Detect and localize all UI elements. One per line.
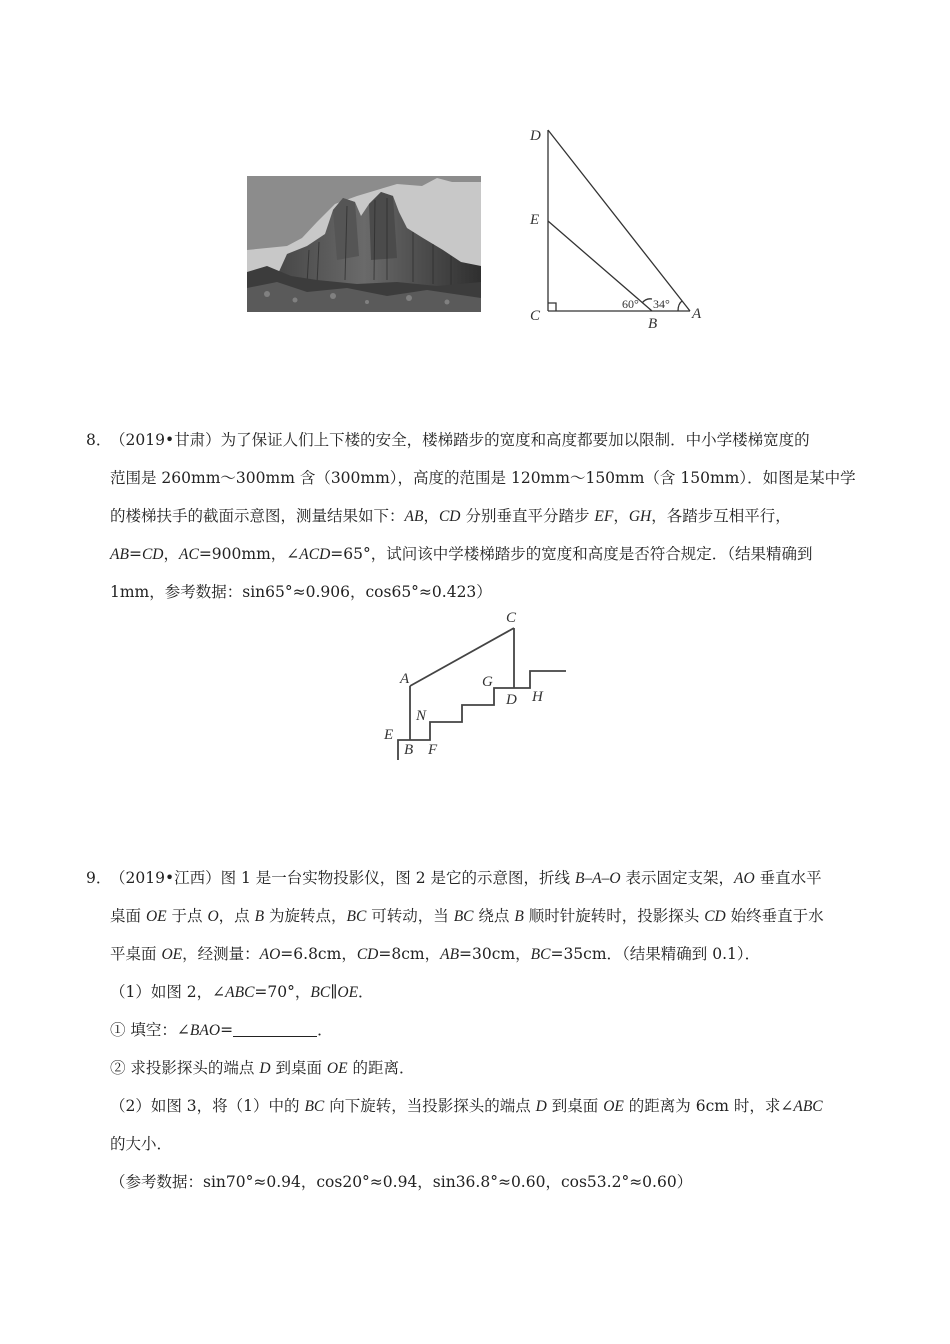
q9-l2-g: 顺时针旋转时，投影探头 <box>523 907 705 925</box>
label-h: H <box>532 689 543 705</box>
q8-line-5: 1mm，参考数据：sin65°≈0.906，cos65°≈0.423） <box>110 583 492 601</box>
q9-ask-b: 到桌面 <box>270 1059 327 1077</box>
staircase-figure <box>378 602 578 768</box>
q9-l1-c: 垂直水平 <box>754 869 822 887</box>
var-acd: ACD <box>299 546 331 563</box>
angle-60-label: 60° <box>622 297 639 311</box>
q9-fill-a: ① 填空：∠ <box>110 1021 190 1039</box>
q9-l1-b: 表示固定支架， <box>620 869 735 887</box>
q8-line-4 <box>110 544 813 565</box>
q9-p2-c: 到桌面 <box>546 1097 604 1115</box>
var-bc-3: BC <box>530 946 551 963</box>
var-b: B <box>254 908 265 925</box>
q9-fill-blank <box>110 1020 333 1041</box>
var-oe: OE <box>145 908 167 925</box>
var-ab: AB <box>404 508 424 525</box>
var-gh: GH <box>628 508 652 525</box>
q9-ask <box>110 1058 415 1079</box>
mountain-photo <box>247 176 481 312</box>
q9-part-2 <box>110 1096 823 1117</box>
q9-l3-a: 平桌面 <box>110 945 162 963</box>
q9-line-1 <box>110 868 822 889</box>
q9-l2-b: 于点 <box>166 907 208 925</box>
q9-l1-a: 图 1 是一台实物投影仪，图 2 是它的示意图，折线 <box>220 869 575 887</box>
q9-ask-c: 的距离． <box>347 1059 415 1077</box>
label-c: C <box>530 308 541 324</box>
q8-line-3 <box>110 506 791 527</box>
label-e: E <box>384 727 394 743</box>
segment-da <box>548 130 690 311</box>
var-bc: BC <box>346 908 367 925</box>
q9-fill-c: ． <box>317 1021 333 1039</box>
var-d: D <box>259 1060 271 1077</box>
var-abc: ABC <box>225 984 255 1001</box>
q8-l4-sep: ， <box>163 545 179 563</box>
q9-l3-b: ，经测量： <box>182 945 260 963</box>
q9-part-2-cont: 的大小． <box>110 1135 173 1153</box>
var-b-2: B <box>514 908 524 925</box>
q9-reference-data: （参考数据：sin70°≈0.94，cos20°≈0.94，sin36.8°≈0.60，cos53.2°≈0.60） <box>110 1173 693 1191</box>
q9-l2-f: 绕点 <box>473 907 515 925</box>
triangle-figure <box>520 118 720 338</box>
label-a: A <box>692 306 702 322</box>
q9-fill-b: = <box>220 1021 234 1039</box>
q9-l2-a: 桌面 <box>110 907 146 925</box>
q8-l3-sep: ， <box>423 507 439 525</box>
q9-ask-a: ② 求投影探头的端点 <box>110 1059 260 1077</box>
var-d-2: D <box>535 1098 547 1115</box>
label-b: B <box>648 316 658 332</box>
var-cd: CD <box>704 908 726 925</box>
label-d: D <box>506 692 517 708</box>
var-ao-2: AO <box>259 946 281 963</box>
q9-l3-f: =35cm．（结果精确到 0.1）． <box>550 945 761 963</box>
q9-l3-e: =30cm， <box>459 945 531 963</box>
q8-l3-sep2: ， <box>613 507 629 525</box>
var-ab: AB <box>440 946 460 963</box>
q8-l4-eq: = <box>128 545 142 563</box>
label-a: A <box>400 671 410 687</box>
q9-l2-e: 可转动，当 <box>366 907 454 925</box>
var-bao: BAO <box>189 1022 221 1039</box>
q9-line-3 <box>110 944 760 965</box>
q8-number: 8． <box>86 431 112 449</box>
q9-part-1 <box>110 982 374 1003</box>
angle-arc-b <box>642 299 652 303</box>
q9-p1-a: （1）如图 2，∠ <box>110 983 226 1001</box>
var-ef: EF <box>594 508 614 525</box>
label-c: C <box>506 610 517 626</box>
q9-p2-b: 向下旋转，当投影探头的端点 <box>324 1097 536 1115</box>
q9-l2-d: 为旋转点， <box>264 907 347 925</box>
q9-source: （2019•江西） <box>110 869 221 887</box>
angle-34-label: 34° <box>653 297 670 311</box>
q9-p1-b: =70°， <box>254 983 311 1001</box>
var-o: O <box>207 908 219 925</box>
label-d: D <box>530 128 541 144</box>
right-angle-mark <box>548 303 556 311</box>
q9-p1-d: ． <box>358 983 374 1001</box>
var-bao-polyline: B–A–O <box>574 870 621 887</box>
q8-l4-a: =900mm，∠ <box>198 545 300 563</box>
q9-p2-a: （2）如图 3，将（1）中的 <box>110 1097 305 1115</box>
q9-p2-d: 的距离为 6cm 时，求∠ <box>623 1097 794 1115</box>
parallel-symbol: ∥ <box>330 983 338 1001</box>
q8-source: （2019•甘肃） <box>110 431 221 449</box>
q9-l2-h: 始终垂直于水 <box>725 907 824 925</box>
var-bc-4: BC <box>310 984 331 1001</box>
var-ac: AC <box>179 546 199 563</box>
var-bc-5: BC <box>304 1098 325 1115</box>
var-cd-2: CD <box>356 946 379 963</box>
q9-l3-d: =8cm， <box>378 945 441 963</box>
var-oe-2: OE <box>161 946 183 963</box>
var-oe-5: OE <box>603 1098 624 1115</box>
answer-blank[interactable] <box>233 1022 317 1037</box>
var-oe-4: OE <box>326 1060 348 1077</box>
q8-l3-b: 分别垂直平分踏步 <box>460 507 595 525</box>
var-cd: CD <box>438 508 461 525</box>
q8-l3-c: ，各踏步互相平行， <box>651 507 791 525</box>
q9-number: 9． <box>86 869 112 887</box>
rail-ac <box>410 628 514 686</box>
q8-line-1 <box>110 430 810 450</box>
angle-arc-a <box>678 301 682 311</box>
q8-l4-b: =65°，试问该中学楼梯踏步的宽度和高度是否符合规定．（结果精确到 <box>330 545 813 563</box>
q8-l1-text: 为了保证人们上下楼的安全，楼梯踏步的宽度和高度都要加以限制．中小学楼梯宽度的 <box>220 431 810 449</box>
var-ao: AO <box>734 870 755 887</box>
var-cd-2: CD <box>141 546 164 563</box>
q9-l2-c: ，点 <box>218 907 255 925</box>
label-e: E <box>530 212 540 228</box>
q9-line-2 <box>110 906 824 927</box>
label-b: B <box>404 742 414 758</box>
var-oe-3: OE <box>337 984 359 1001</box>
q8-l3-a: 的楼梯扶手的截面示意图，测量结果如下： <box>110 507 405 525</box>
label-n: N <box>416 708 427 724</box>
var-bc-2: BC <box>453 908 474 925</box>
label-g: G <box>482 674 493 690</box>
q9-l3-c: =6.8cm， <box>280 945 357 963</box>
q8-line-2: 范围是 260mm～300mm 含（300mm），高度的范围是 120mm～150mm（含 150mm）．如图是某中学 <box>110 469 856 487</box>
var-ab-2: AB <box>110 546 129 563</box>
var-abc-2: ABC <box>793 1098 823 1115</box>
label-f: F <box>428 742 438 758</box>
